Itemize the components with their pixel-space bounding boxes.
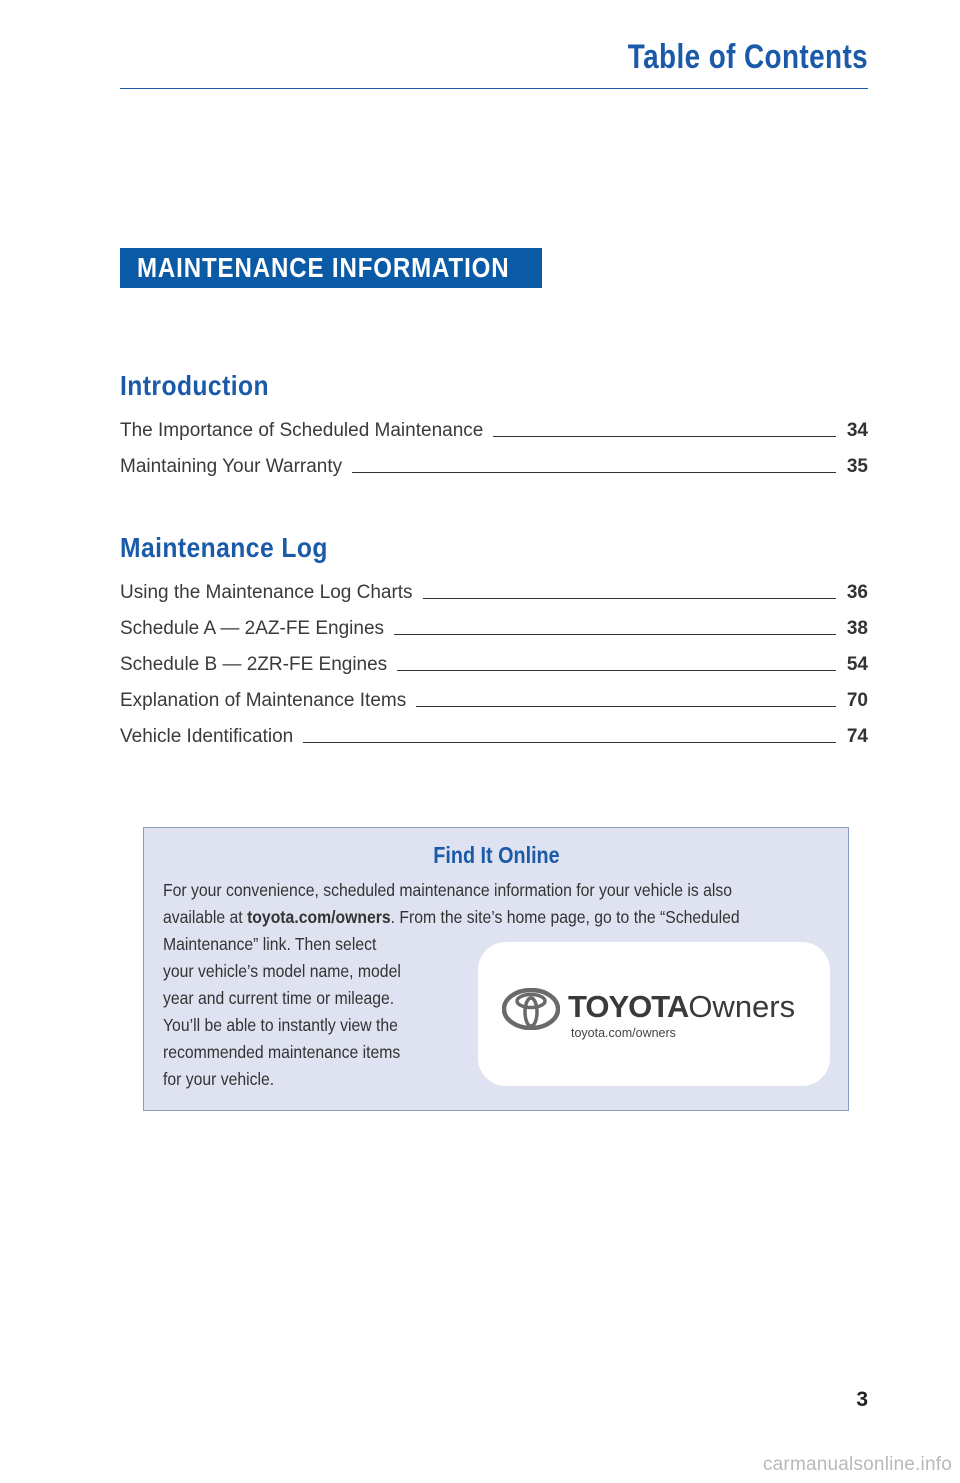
toyota-owners-url: toyota.com/owners — [571, 1026, 676, 1040]
find-it-online-text: for your vehicle. — [163, 1069, 275, 1089]
find-it-online-text: year and current time or mileage. — [163, 988, 395, 1008]
find-it-online-text: Maintenance” link. Then select — [163, 934, 377, 954]
page-title: Table of Contents — [627, 38, 868, 76]
toc-entry-page: 74 — [846, 726, 868, 747]
toc-entry-label: Using the Maintenance Log Charts — [120, 582, 413, 603]
toc-entry-label: Schedule A — 2AZ-FE Engines — [120, 618, 385, 639]
toc-entry[interactable] — [120, 406, 868, 442]
find-it-online-text: available at toyota.com/owners. From the site’s home page, go to the “Scheduled — [163, 907, 740, 927]
find-it-online-box — [143, 827, 849, 1111]
toc-entry[interactable] — [120, 640, 868, 676]
toc-group-maintenance-log — [120, 528, 868, 748]
find-it-online-text: For your convenience, scheduled maintenance information for your vehicle is also — [163, 880, 733, 900]
find-it-online-text: You’ll be able to instantly view the — [163, 1015, 398, 1035]
toyota-owners-logo-card — [478, 942, 830, 1086]
toc-entry-page: 38 — [846, 618, 868, 639]
toc-entry-label: Vehicle Identification — [120, 726, 294, 747]
toc-leader-line — [394, 634, 836, 635]
find-it-online-text: your vehicle’s model name, model — [163, 961, 401, 981]
toc-leader-line — [423, 598, 836, 599]
page-header — [120, 36, 868, 89]
toc-leader-line — [397, 670, 836, 671]
toc-leader-line — [303, 742, 836, 743]
toc-entry-label: Explanation of Maintenance Items — [120, 690, 407, 711]
toc-entry[interactable] — [120, 676, 868, 712]
section-banner-label: MAINTENANCE INFORMATION — [137, 252, 510, 283]
toc-entry-label: The Importance of Scheduled Maintenance — [120, 420, 484, 441]
toc-group-introduction — [120, 366, 868, 478]
find-it-online-text: recommended maintenance items — [163, 1042, 401, 1062]
toc-entry[interactable] — [120, 712, 868, 748]
toc-entry-label: Schedule B — 2ZR-FE Engines — [120, 654, 388, 675]
toc-leader-line — [493, 436, 836, 437]
owners-site-link[interactable]: toyota.com/owners — [247, 907, 391, 927]
toc-entry[interactable] — [120, 604, 868, 640]
toc-entry-page: 34 — [846, 420, 868, 441]
toc-entry-page: 70 — [846, 690, 868, 711]
toc-entry-page: 54 — [846, 654, 868, 675]
toc-entry-page: 36 — [846, 582, 868, 603]
group-heading: Introduction — [120, 370, 269, 401]
toc-leader-line — [416, 706, 836, 707]
toc-entry-page: 35 — [846, 456, 868, 477]
find-it-online-title: Find It Online — [432, 842, 560, 868]
toyota-emblem-icon — [502, 988, 560, 1030]
section-banner — [120, 248, 542, 288]
page-number: 3 — [856, 1388, 868, 1411]
toc-entry-label: Maintaining Your Warranty — [120, 456, 343, 477]
toc-leader-line — [352, 472, 836, 473]
watermark: carmanualsonline.info — [762, 1454, 952, 1475]
group-heading: Maintenance Log — [120, 532, 328, 563]
toc-entry[interactable] — [120, 442, 868, 478]
toc-entry[interactable] — [120, 568, 868, 604]
toyota-owners-wordmark: TOYOTAOwners — [568, 989, 796, 1024]
